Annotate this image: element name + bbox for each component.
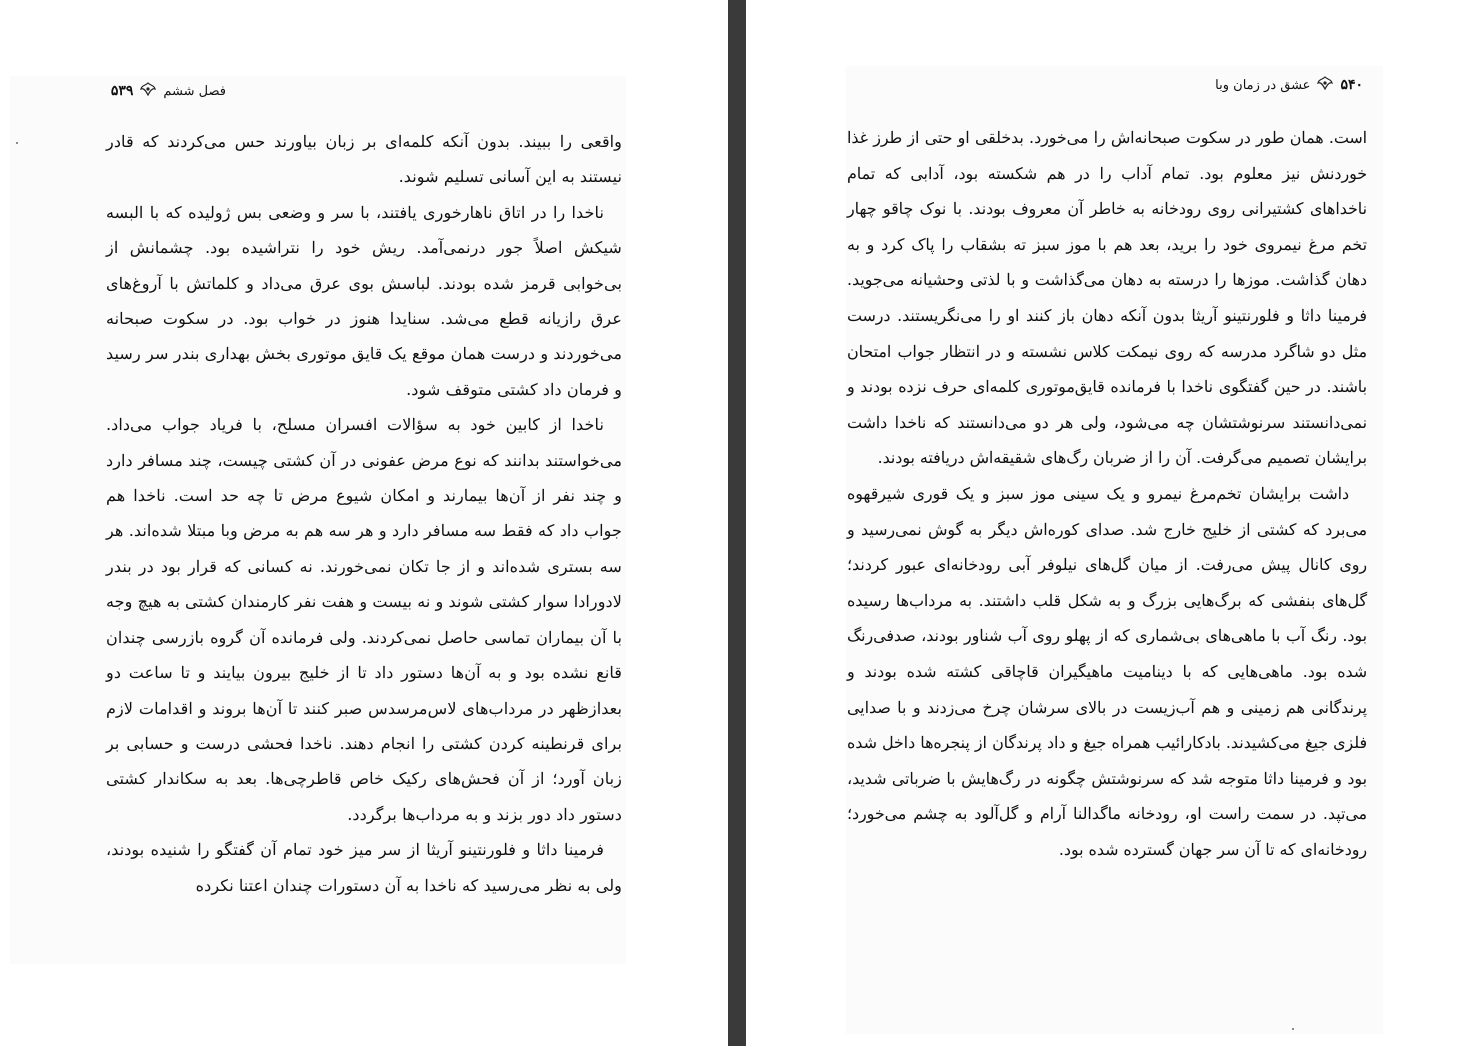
chapter-title: فصل ششم <box>163 83 226 99</box>
scan-speck <box>16 142 18 144</box>
paragraph: فرمینا داثا و فلورنتینو آریثا از سر میز خود تمام آن گفتگو را شنیده بودند، ولی به نظر می‌رسید که ناخدا به آن دستورات چندان اعتنا نکرده <box>106 840 622 895</box>
paragraph: داشت برایشان تخم‌مرغ نیمرو و یک سینی موز سبز و یک قوری شیرقهوه می‌برد که کشتی از خلیج خارج شد. صدای کوره‌اش دیگر به گوش نمی‌رسید و روی کانال پیش می‌رفت. از میان گل‌های نیلوفر آبی رودخانه‌ای عبور کردند؛ گل‌های بنفشی که برگ‌هایی بزرگ و به شکل قلب داشتند. به مرداب‌ها رسیده بود. رنگ آب با ماهی‌های بی‌شماری که از پهلو روی آب شناور بودند، صدفی‌رنگ شده بود. ماهی‌هایی که با دینامیت ماهیگیران قاچاقی کشته شده بودند و پرندگانی هم زمینی و هم آب‌زیست در بالای سرشان چرخ می‌زدند و با صدایی فلزی جیغ می‌کشیدند. بادکارائیب همراه جیغ و داد پرندگان از پنجره‌ها داخل شده بود و فرمینا داثا متوجه شد که سرنوشتش چگونه در رگ‌هایش با ضرباتی شدید، می‌تپد. در سمت راست او، رودخانه ماگدالنا آرام و گل‌آلود به چشم می‌خورد؛ رودخانه‌ای که تا آن سر جهان گسترده شده بود. <box>847 483 1367 859</box>
left-page <box>10 76 626 964</box>
paragraph: واقعی را ببیند. بدون آنکه کلمه‌ای بر زبان بیاورند حس می‌کردند که قادر نیستند به این آسانی تسلیم شوند. <box>106 132 622 187</box>
floral-ornament-icon <box>139 82 157 100</box>
left-running-head <box>111 80 226 102</box>
paragraph: ناخدا از کابین خود به سؤالات افسران مسلح، با فریاد جواب می‌داد. می‌خواستند بدانند که نوع مرض عفونی در آن کشتی چیست، چند مسافر دارد و چند نفر از آن‌ها بیمارند و امکان شیوع مرض تا چه حد است. ناخدا هم جواب داد که فقط سه مسافر دارد و هر سه هم به مرض وبا مبتلا شده‌اند. هر سه بستری شده‌اند و از جا تکان نمی‌خورند. نه کسانی که قرار بود در بندر لادورادا سوار کشتی شوند و نه بیست و هفت نفر کارمندان کشتی به هیچ وجه با آن بیماران تماسی حاصل نمی‌کردند. ولی فرمانده آن گروه بازرسی چندان قانع نشده بود و به آن‌ها دستور داد تا از خلیج بیرون بیایند و تا ساعت دو بعدازظهر در مرداب‌های لاس‌مرسدس صبر کنند تا آن‌ها بروند و اقدامات لازم برای قرنطینه کردن کشتی را انجام دهند. ناخدا فحشی درست و حسابی بر زبان آورد؛ از آن فحش‌های رکیک خاص قاطرچی‌ها. بعد به سکاندار کشتی دستور داد دور بزند و به مرداب‌ها برگردد. <box>106 415 622 824</box>
paragraph: است. همان طور در سکوت صبحانه‌اش را می‌خورد. بدخلقی او حتی از طرز غذا خوردنش نیز معلوم بود. تمام آداب را در هم شکسته بود، آدابی که تمام ناخداهای کشتیرانی روی رودخانه به خاطر آن معروف بودند. با نوک چاقو چهار تخم مرغ نیمروی خود را برید، بعد هم با موز سبز ته بشقاب را پاک کرد و به دهان گذاشت. موزها را درسته به دهان می‌گذاشت و با لذتی وحشیانه می‌جوید. فرمینا داثا و فلورنتینو آریثا بدون آنکه دهان باز کنند او را می‌نگریستند. درست مثل دو شاگرد مدرسه که روی نیمکت کلاس نشسته و در انتظار جواب امتحان باشند. در حین گفتگوی ناخدا با فرمانده قایق‌موتوری کلمه‌ای حرف نزده بودند و نمی‌دانستند سرنوشتشان چه می‌شود، ولی هر دو می‌دانستند که ناخدا داشت برایشان تصمیم می‌گرفت. آن را از ضربان رگ‌های شقیقه‌اش دریافته بودند. <box>847 128 1367 468</box>
scan-speck <box>1292 1028 1294 1030</box>
book-title: عشق در زمان وبا <box>1215 77 1311 93</box>
paragraph: ناخدا را در اتاق ناهارخوری یافتند، با سر و وضعی بس ژولیده که با البسه شیکش اصلاً جور درنمی‌آمد. ریش خود را نتراشیده بود. چشمانش از بی‌خوابی قرمز شده بودند. لباسش بوی عرق می‌داد و کلماتش با آروغ‌های عرق رازیانه قطع می‌شد. سنایدا هنوز در خواب بود. در سکوت صبحانه می‌خوردند و درست همان موقع یک قایق موتوری بخش بهداری بندر سر رسید و فرمان داد کشتی متوقف شود. <box>106 202 622 399</box>
floral-ornament-icon <box>1316 76 1334 94</box>
right-running-head <box>1215 74 1363 96</box>
page-number: ۵۳۹ <box>110 83 134 99</box>
right-page <box>846 66 1383 1034</box>
page-number: ۵۴۰ <box>1340 77 1363 93</box>
book-gutter <box>728 0 746 1046</box>
right-body-text <box>847 120 1367 867</box>
left-body-text <box>106 124 622 903</box>
